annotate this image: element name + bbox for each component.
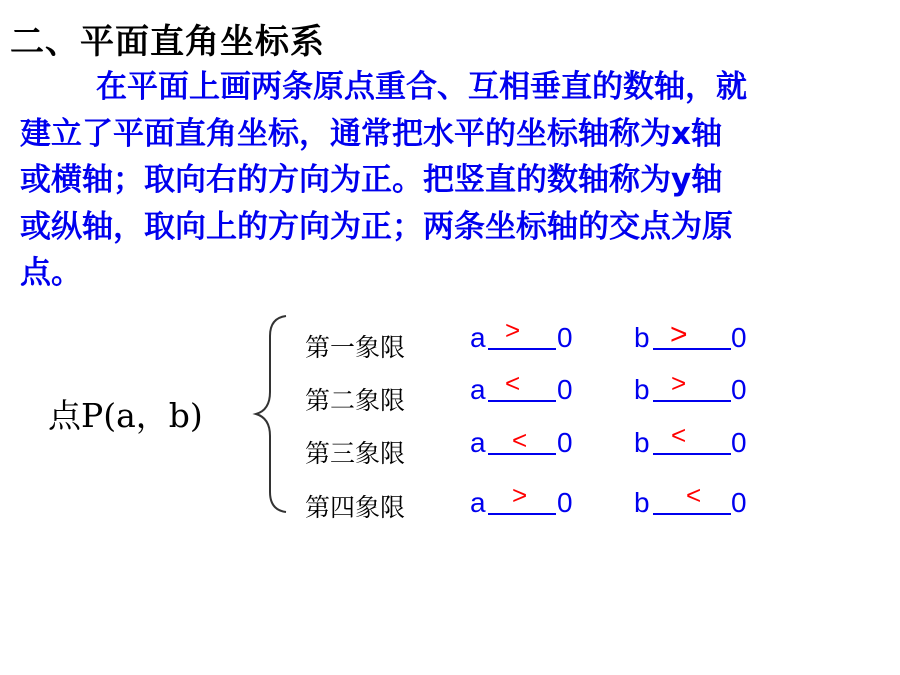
quadrant-2-a-sign: <: [505, 368, 521, 398]
quadrant-4-a-sign: >: [512, 480, 528, 510]
quadrant-1-b-blank[interactable]: [653, 348, 731, 350]
curly-brace: [252, 314, 292, 514]
quadrant-2-b-blank[interactable]: [653, 400, 731, 402]
quadrant-4-b-sign: <: [686, 480, 702, 510]
quadrant-4-b-blank[interactable]: [653, 513, 731, 515]
quadrant-3-a-zero: 0: [557, 427, 573, 458]
quadrant-1-a-zero: 0: [557, 322, 573, 353]
quadrant-4-b-zero: 0: [731, 487, 747, 518]
paragraph-line-1: 在平面上画两条原点重合、互相垂直的数轴，就: [96, 69, 747, 105]
quadrant-4-a-blank[interactable]: [488, 513, 556, 515]
quadrant-1-label: 第一象限: [305, 333, 406, 362]
quadrant-1-b-sign: >: [670, 318, 688, 351]
quadrant-3-label: 第三象限: [305, 439, 406, 468]
quadrant-3-b-var: b: [634, 427, 650, 458]
quadrant-2-a-blank[interactable]: [488, 400, 556, 402]
quadrant-2-a-var: a: [470, 374, 486, 405]
quadrant-2-b-var: b: [634, 374, 650, 405]
quadrant-1-a-sign: >: [505, 315, 521, 345]
quadrant-1-a-blank[interactable]: [488, 348, 556, 350]
paragraph-line-4: 或纵轴，取向上的方向为正；两条坐标轴的交点为原: [20, 208, 733, 245]
quadrant-3-b-sign: <: [671, 420, 687, 450]
quadrant-3-b-blank[interactable]: [653, 453, 731, 455]
paragraph-line-5: 点。: [20, 255, 82, 291]
quadrant-4-b-var: b: [634, 487, 650, 518]
quadrant-1-a-var: a: [470, 322, 486, 353]
quadrant-2-label: 第二象限: [305, 386, 406, 415]
quadrant-1-b-var: b: [634, 322, 650, 353]
quadrant-3-b-zero: 0: [731, 427, 747, 458]
quadrant-3-a-sign: <: [512, 425, 528, 455]
quadrant-2-a-zero: 0: [557, 374, 573, 405]
section-heading: 二、平面直角坐标系: [10, 22, 325, 62]
quadrant-2-b-zero: 0: [731, 374, 747, 405]
quadrant-3-a-var: a: [470, 427, 486, 458]
quadrant-4-label: 第四象限: [305, 493, 406, 522]
quadrant-2-b-sign: >: [671, 368, 687, 398]
point-label: 点P(a，b): [48, 396, 203, 435]
quadrant-1-b-zero: 0: [731, 322, 747, 353]
definition-paragraph: [20, 64, 870, 297]
quadrant-4-a-zero: 0: [557, 487, 573, 518]
paragraph-line-2: 建立了平面直角坐标，通常把水平的坐标轴称为x轴: [20, 115, 722, 152]
quadrant-4-a-var: a: [470, 487, 486, 518]
paragraph-line-3: 或横轴；取向右的方向为正。把竖直的数轴称为y轴: [20, 162, 723, 198]
